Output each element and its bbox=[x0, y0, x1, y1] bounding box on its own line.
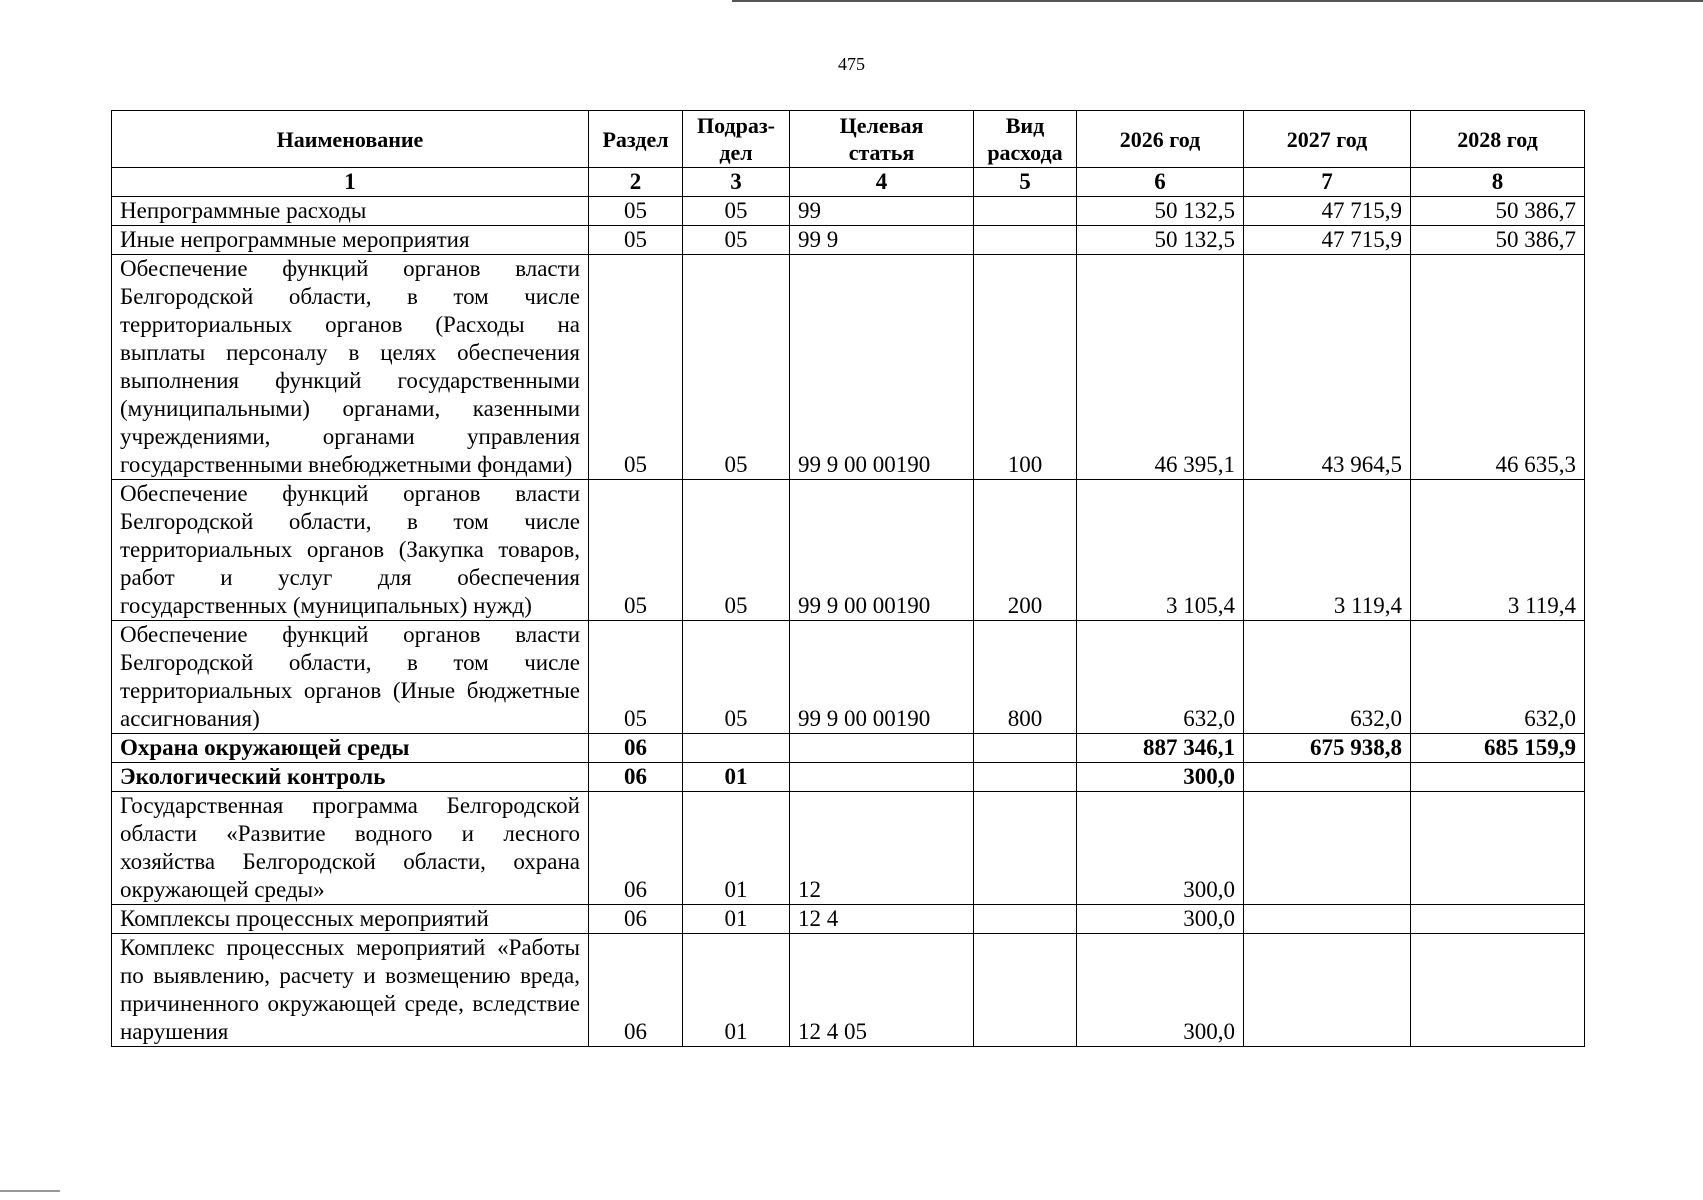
row-podrazdel: 05 bbox=[683, 255, 790, 480]
row-name: Экологический контроль bbox=[112, 763, 589, 792]
budget-table bbox=[111, 110, 1585, 1047]
row-amount-2028: 632,0 bbox=[1411, 621, 1585, 734]
row-name: Комплекс процессных мероприятий «Работы по выявлению, расчету и возмещению вреда, причиненного окружающей среде, вследствие нарушения bbox=[112, 934, 589, 1047]
row-razdel: 05 bbox=[589, 480, 683, 621]
row-razdel: 06 bbox=[589, 905, 683, 934]
column-number-row bbox=[112, 168, 1585, 197]
row-expense-type bbox=[974, 197, 1077, 226]
row-amount-2027: 43 964,5 bbox=[1244, 255, 1411, 480]
row-razdel: 06 bbox=[589, 934, 683, 1047]
row-podrazdel: 01 bbox=[683, 934, 790, 1047]
column-number: 1 bbox=[112, 168, 589, 197]
header-cell: Целевая статья bbox=[790, 111, 974, 168]
row-amount-2026: 300,0 bbox=[1077, 763, 1244, 792]
row-amount-2028: 50 386,7 bbox=[1411, 226, 1585, 255]
row-amount-2026: 300,0 bbox=[1077, 905, 1244, 934]
row-razdel: 05 bbox=[589, 197, 683, 226]
row-podrazdel: 05 bbox=[683, 621, 790, 734]
row-amount-2026: 50 132,5 bbox=[1077, 226, 1244, 255]
row-amount-2026: 46 395,1 bbox=[1077, 255, 1244, 480]
header-cell: 2026 год bbox=[1077, 111, 1244, 168]
row-target-article: 12 4 05 bbox=[790, 934, 974, 1047]
row-amount-2028 bbox=[1411, 934, 1585, 1047]
row-name: Охрана окружающей среды bbox=[112, 734, 589, 763]
row-amount-2028: 50 386,7 bbox=[1411, 197, 1585, 226]
row-amount-2026: 300,0 bbox=[1077, 792, 1244, 905]
row-podrazdel: 01 bbox=[683, 905, 790, 934]
row-amount-2027 bbox=[1244, 792, 1411, 905]
row-expense-type: 200 bbox=[974, 480, 1077, 621]
table-row bbox=[112, 934, 1585, 1047]
table-row bbox=[112, 905, 1585, 934]
row-target-article: 99 9 00 00190 bbox=[790, 255, 974, 480]
row-amount-2028 bbox=[1411, 763, 1585, 792]
column-number: 8 bbox=[1411, 168, 1585, 197]
row-expense-type bbox=[974, 792, 1077, 905]
row-razdel: 06 bbox=[589, 792, 683, 905]
header-cell: 2028 год bbox=[1411, 111, 1585, 168]
row-expense-type bbox=[974, 934, 1077, 1047]
table-row bbox=[112, 226, 1585, 255]
row-amount-2028 bbox=[1411, 792, 1585, 905]
row-amount-2026: 632,0 bbox=[1077, 621, 1244, 734]
row-amount-2027: 632,0 bbox=[1244, 621, 1411, 734]
row-name: Непрограммные расходы bbox=[112, 197, 589, 226]
row-target-article: 99 9 00 00190 bbox=[790, 480, 974, 621]
row-name: Обеспечение функций органов власти Белгородской области, в том числе территориальных органов (Закупка товаров, работ и услуг для обеспечения государственных (муниципальных) нужд) bbox=[112, 480, 589, 621]
row-expense-type bbox=[974, 734, 1077, 763]
header-cell: Вид расхода bbox=[974, 111, 1077, 168]
top-scan-rule bbox=[732, 0, 1703, 2]
column-number: 3 bbox=[683, 168, 790, 197]
row-podrazdel: 01 bbox=[683, 792, 790, 905]
row-name: Иные непрограммные мероприятия bbox=[112, 226, 589, 255]
table-row bbox=[112, 621, 1585, 734]
row-amount-2028 bbox=[1411, 905, 1585, 934]
page-number: 475 bbox=[838, 54, 865, 74]
row-amount-2027: 47 715,9 bbox=[1244, 226, 1411, 255]
column-number: 2 bbox=[589, 168, 683, 197]
row-razdel: 05 bbox=[589, 255, 683, 480]
row-razdel: 05 bbox=[589, 621, 683, 734]
table-row bbox=[112, 255, 1585, 480]
column-number: 6 bbox=[1077, 168, 1244, 197]
header-cell: Подраз- дел bbox=[683, 111, 790, 168]
table-row bbox=[112, 197, 1585, 226]
row-amount-2026: 887 346,1 bbox=[1077, 734, 1244, 763]
row-target-article: 99 9 00 00190 bbox=[790, 621, 974, 734]
row-target-article: 12 bbox=[790, 792, 974, 905]
row-amount-2027: 3 119,4 bbox=[1244, 480, 1411, 621]
row-podrazdel: 05 bbox=[683, 480, 790, 621]
header-cell: Раздел bbox=[589, 111, 683, 168]
table-row-subsection bbox=[112, 763, 1585, 792]
row-amount-2027 bbox=[1244, 763, 1411, 792]
row-target-article: 99 bbox=[790, 197, 974, 226]
row-name: Обеспечение функций органов власти Белгородской области, в том числе территориальных органов (Расходы на выплаты персоналу в целях обеспечения выполнения функций государственными (муниципальными) органами, казенными учреждениями, органами управления государственными внебюджетными фондами) bbox=[112, 255, 589, 480]
column-number: 7 bbox=[1244, 168, 1411, 197]
row-amount-2027: 675 938,8 bbox=[1244, 734, 1411, 763]
row-amount-2028: 3 119,4 bbox=[1411, 480, 1585, 621]
row-amount-2027 bbox=[1244, 934, 1411, 1047]
row-amount-2027 bbox=[1244, 905, 1411, 934]
row-expense-type bbox=[974, 905, 1077, 934]
row-amount-2026: 50 132,5 bbox=[1077, 197, 1244, 226]
row-expense-type bbox=[974, 226, 1077, 255]
row-name: Обеспечение функций органов власти Белгородской области, в том числе территориальных органов (Иные бюджетные ассигнования) bbox=[112, 621, 589, 734]
row-name: Государственная программа Белгородской области «Развитие водного и лесного хозяйства Белгородской области, охрана окружающей среды» bbox=[112, 792, 589, 905]
row-expense-type: 800 bbox=[974, 621, 1077, 734]
row-name: Комплексы процессных мероприятий bbox=[112, 905, 589, 934]
table-row bbox=[112, 480, 1585, 621]
row-expense-type bbox=[974, 763, 1077, 792]
row-razdel: 06 bbox=[589, 734, 683, 763]
scan-edge-mark bbox=[0, 1190, 60, 1192]
column-number: 5 bbox=[974, 168, 1077, 197]
row-razdel: 05 bbox=[589, 226, 683, 255]
row-target-article: 99 9 bbox=[790, 226, 974, 255]
row-amount-2026: 3 105,4 bbox=[1077, 480, 1244, 621]
header-cell: Наименование bbox=[112, 111, 589, 168]
row-razdel: 06 bbox=[589, 763, 683, 792]
row-podrazdel bbox=[683, 734, 790, 763]
row-amount-2028: 46 635,3 bbox=[1411, 255, 1585, 480]
row-target-article bbox=[790, 734, 974, 763]
header-cell: 2027 год bbox=[1244, 111, 1411, 168]
row-podrazdel: 05 bbox=[683, 226, 790, 255]
column-number: 4 bbox=[790, 168, 974, 197]
header-row bbox=[112, 111, 1585, 168]
row-target-article: 12 4 bbox=[790, 905, 974, 934]
row-podrazdel: 01 bbox=[683, 763, 790, 792]
row-amount-2027: 47 715,9 bbox=[1244, 197, 1411, 226]
row-target-article bbox=[790, 763, 974, 792]
row-amount-2028: 685 159,9 bbox=[1411, 734, 1585, 763]
row-expense-type: 100 bbox=[974, 255, 1077, 480]
row-amount-2026: 300,0 bbox=[1077, 934, 1244, 1047]
table-row bbox=[112, 792, 1585, 905]
table-row-section bbox=[112, 734, 1585, 763]
row-podrazdel: 05 bbox=[683, 197, 790, 226]
